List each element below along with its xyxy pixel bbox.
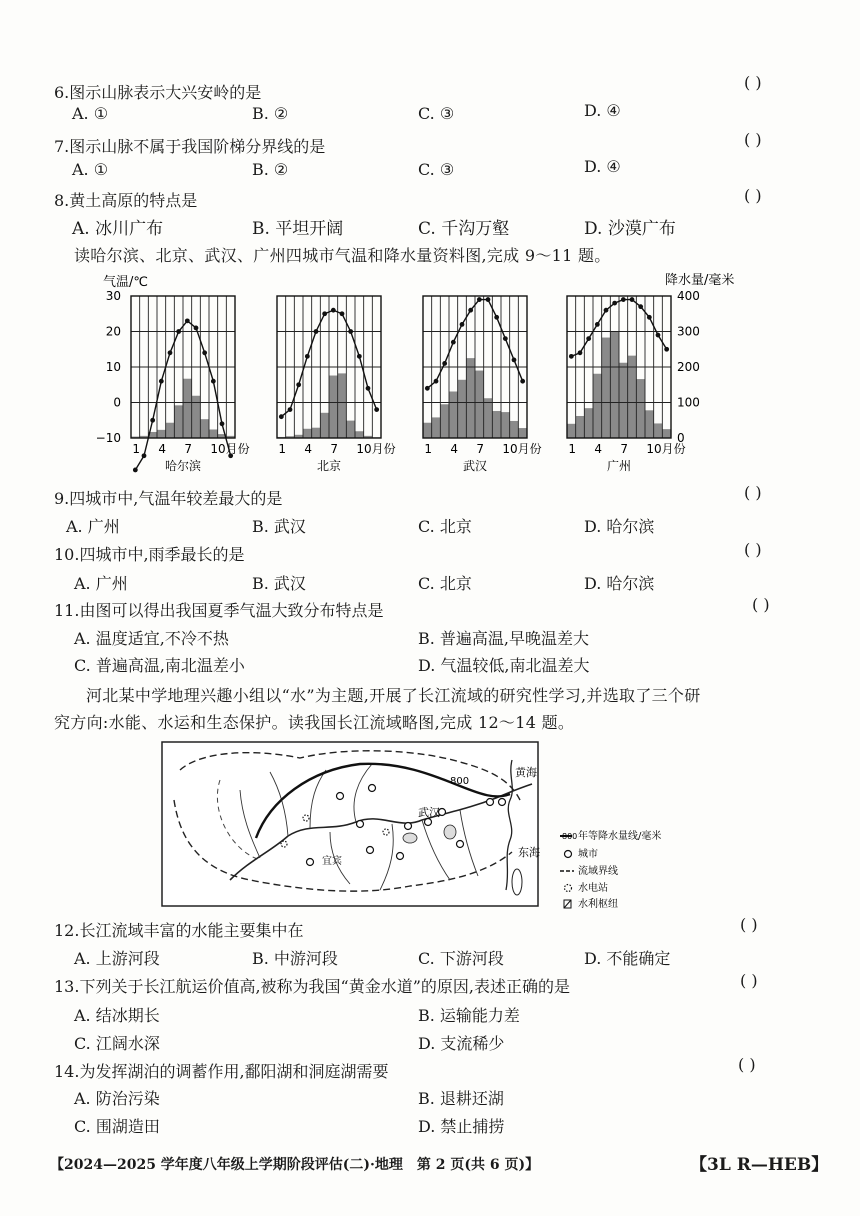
- temp-point: [150, 418, 155, 423]
- option-13b[interactable]: B. 运输能力差: [418, 1006, 520, 1025]
- page-footer: 【2024—2025 学年度八年级上学期阶段评估(二)·地理 第 2 页(共 6 页)】: [50, 1157, 540, 1173]
- climate-charts: [95, 266, 735, 476]
- option-10b[interactable]: B. 武汉: [252, 574, 306, 593]
- temp-point: [159, 379, 164, 384]
- temp-point: [331, 308, 336, 313]
- answer-paren-12[interactable]: ( ): [740, 915, 758, 934]
- answer-paren-7[interactable]: ( ): [744, 130, 762, 149]
- svg-text:水利枢纽: 水利枢纽: [578, 899, 618, 910]
- option-7d[interactable]: D. ④: [584, 157, 621, 176]
- precip-bar: [475, 371, 484, 438]
- map-legend: [560, 829, 661, 910]
- question-6: 6.图示山脉表示大兴安岭的是: [54, 83, 262, 102]
- precip-bar: [346, 421, 355, 438]
- temp-point: [374, 407, 379, 412]
- precip-bar: [636, 379, 645, 438]
- temp-point: [425, 386, 430, 391]
- month-label: 1: [568, 442, 576, 456]
- precip-bar: [645, 410, 654, 438]
- temp-point: [322, 311, 327, 316]
- question-7: 7.图示山脉不属于我国阶梯分界线的是: [54, 137, 326, 156]
- option-13c[interactable]: C. 江阔水深: [74, 1034, 160, 1053]
- month-label: 1: [424, 442, 432, 456]
- option-9a[interactable]: A. 广州: [66, 517, 120, 536]
- temp-point: [664, 347, 669, 352]
- precip-bar: [610, 332, 619, 439]
- precip-bar: [166, 423, 175, 438]
- month-label: 7: [476, 442, 484, 456]
- label-yibin: 宜宾: [322, 856, 342, 867]
- precip-bar: [183, 379, 192, 438]
- option-10c[interactable]: C. 北京: [418, 574, 472, 593]
- temp-point: [512, 358, 517, 363]
- city-circle-icon: [565, 851, 572, 858]
- svg-text:城市: 城市: [578, 849, 598, 860]
- city-name: 广州: [606, 459, 632, 473]
- precip-bar: [466, 358, 475, 438]
- temp-point: [142, 453, 147, 458]
- option-10d[interactable]: D. 哈尔滨: [584, 574, 655, 593]
- temp-point: [434, 379, 439, 384]
- precip-bar: [312, 428, 321, 438]
- dongting-lake: [403, 833, 417, 843]
- month-label: 4: [450, 442, 458, 456]
- temp-point: [211, 379, 216, 384]
- precip-bar: [602, 338, 611, 438]
- temp-point: [279, 414, 284, 419]
- temp-point: [288, 407, 293, 412]
- option-7b[interactable]: B. ②: [252, 160, 289, 179]
- temp-point: [168, 350, 173, 355]
- temp-point: [520, 379, 525, 384]
- temp-point: [185, 318, 190, 323]
- temp-point: [578, 350, 583, 355]
- option-8c[interactable]: C. 千沟万壑: [418, 219, 510, 239]
- precip-bar: [329, 376, 338, 438]
- answer-paren-13[interactable]: ( ): [740, 971, 758, 990]
- intro-charts: 读哈尔滨、北京、武汉、广州四城市气温和降水量资料图,完成 9～11 题。: [74, 246, 611, 265]
- temp-point: [451, 340, 456, 345]
- precip-bar: [440, 404, 449, 438]
- temp-point: [595, 322, 600, 327]
- climate-panel-1: [277, 296, 396, 473]
- climate-panel-0: [131, 296, 250, 473]
- temp-tick-label: 10: [105, 360, 121, 374]
- month-label: 7: [330, 442, 338, 456]
- temp-tick-label: 20: [105, 324, 121, 339]
- answer-paren-11[interactable]: ( ): [752, 595, 770, 614]
- option-8a[interactable]: A. 冰川广布: [72, 219, 164, 239]
- temp-point: [604, 308, 609, 313]
- option-9c[interactable]: C. 北京: [418, 517, 472, 536]
- month-label: 4: [158, 442, 166, 456]
- precip-tick-label: 0: [677, 431, 685, 445]
- svg-text:800: 800: [562, 832, 578, 841]
- temp-point: [305, 354, 310, 359]
- option-12d[interactable]: D. 不能确定: [584, 949, 671, 968]
- option-6a[interactable]: A. ①: [72, 104, 109, 123]
- city-name: 武汉: [462, 459, 488, 473]
- temp-axis-label: 气温/℃: [103, 275, 148, 290]
- precip-bar: [501, 412, 510, 438]
- precip-bar: [355, 431, 364, 438]
- temp-point: [340, 311, 345, 316]
- temp-point: [630, 297, 635, 302]
- precip-bar: [449, 391, 458, 438]
- option-14c[interactable]: C. 围湖造田: [74, 1117, 160, 1136]
- precip-bar: [209, 429, 218, 438]
- temp-point: [348, 329, 353, 334]
- month-label: 7: [184, 442, 192, 456]
- option-8b[interactable]: B. 平坦开阔: [252, 219, 344, 239]
- paper-code: 【3L R—HEB】: [690, 1155, 829, 1175]
- option-6c[interactable]: C. ③: [418, 104, 455, 123]
- precip-bar: [303, 429, 312, 438]
- temp-point: [220, 421, 225, 426]
- question-10: 10.四城市中,雨季最长的是: [54, 545, 245, 564]
- precip-tick-label: 100: [677, 395, 700, 410]
- precip-bar: [576, 416, 585, 438]
- precip-bar: [518, 428, 527, 438]
- answer-paren-14[interactable]: ( ): [738, 1055, 756, 1074]
- svg-text:流域界线: 流域界线: [578, 866, 618, 877]
- svg-text:年等降水量线/毫米: 年等降水量线/毫米: [578, 831, 662, 842]
- month-label: 10月份: [210, 442, 250, 456]
- precip-bar: [484, 398, 493, 438]
- month-label: 10月份: [356, 442, 396, 456]
- month-label: 1: [278, 442, 286, 456]
- label-donghai: 东海: [518, 846, 540, 859]
- month-label: 7: [620, 442, 628, 456]
- temp-point: [586, 336, 591, 341]
- temp-tick-label: 0: [113, 395, 121, 410]
- precip-bar: [492, 411, 501, 438]
- question-14: 14.为发挥湖泊的调蓄作用,鄱阳湖和洞庭湖需要: [54, 1062, 389, 1081]
- option-9b[interactable]: B. 武汉: [252, 517, 306, 536]
- question-11: 11.由图可以得出我国夏季气温大致分布特点是: [54, 601, 384, 620]
- option-6b[interactable]: B. ②: [252, 104, 289, 123]
- temp-tick-label: −10: [95, 431, 121, 445]
- intro-map-line2: 究方向:水能、水运和生态保护。读我国长江流域略图,完成 12～14 题。: [54, 713, 575, 732]
- city-name: 北京: [316, 459, 342, 473]
- question-12: 12.长江流域丰富的水能主要集中在: [54, 921, 304, 940]
- intro-map-line1: 河北某中学地理兴趣小组以“水”为主题,开展了长江流域的研究性学习,并选取了三个研: [86, 686, 701, 705]
- precip-bar: [654, 423, 663, 438]
- precip-bar: [510, 421, 519, 438]
- answer-paren-10[interactable]: ( ): [744, 540, 762, 559]
- temp-point: [494, 315, 499, 320]
- option-11d[interactable]: D. 气温较低,南北温差大: [418, 656, 590, 675]
- option-11b[interactable]: B. 普遍高温,早晚温差大: [418, 629, 590, 648]
- temp-point: [468, 308, 473, 313]
- temp-point: [366, 386, 371, 391]
- isohyet-800-label: 800: [450, 776, 470, 787]
- answer-paren-9[interactable]: ( ): [744, 483, 762, 502]
- option-6d[interactable]: D. ④: [584, 101, 621, 120]
- temp-point: [612, 301, 617, 306]
- climate-panel-2: [423, 296, 542, 473]
- precip-bar: [432, 417, 441, 438]
- temp-point: [194, 326, 199, 331]
- poyang-lake: [444, 825, 456, 839]
- temp-point: [486, 297, 491, 302]
- temp-point: [621, 297, 626, 302]
- option-12c[interactable]: C. 下游河段: [418, 949, 504, 968]
- temp-point: [202, 350, 207, 355]
- option-14a[interactable]: A. 防治污染: [74, 1089, 160, 1108]
- precip-axis-label: 降水量/毫米: [665, 273, 735, 288]
- precip-bar: [567, 424, 576, 438]
- temp-point: [477, 297, 482, 302]
- temp-tick-label: 30: [105, 289, 121, 303]
- option-8d[interactable]: D. 沙漠广布: [584, 219, 676, 239]
- month-label: 1: [132, 442, 140, 456]
- option-14b[interactable]: B. 退耕还湖: [418, 1089, 504, 1108]
- month-label: 4: [594, 442, 602, 456]
- option-7c[interactable]: C. ③: [418, 160, 455, 179]
- option-9d[interactable]: D. 哈尔滨: [584, 517, 655, 536]
- temp-point: [638, 304, 643, 309]
- label-huanghai: 黄海: [515, 766, 537, 779]
- option-12b[interactable]: B. 中游河段: [252, 949, 338, 968]
- city-name: 哈尔滨: [164, 459, 202, 473]
- option-13d[interactable]: D. 支流稀少: [418, 1034, 505, 1053]
- answer-paren-6[interactable]: ( ): [744, 73, 762, 92]
- precip-bar: [458, 380, 467, 438]
- month-label: 10月份: [646, 442, 686, 456]
- temp-point: [503, 336, 508, 341]
- precip-bar: [662, 429, 671, 438]
- temp-point: [176, 329, 181, 334]
- precip-bar: [338, 373, 347, 438]
- month-label: 4: [304, 442, 312, 456]
- option-11c[interactable]: C. 普遍高温,南北温差小: [74, 656, 245, 675]
- precip-bar: [423, 423, 432, 438]
- precip-bar: [200, 419, 209, 438]
- temp-point: [656, 333, 661, 338]
- precip-bar: [174, 405, 183, 438]
- precip-tick-label: 200: [677, 360, 700, 374]
- month-label: 10月份: [502, 442, 542, 456]
- precip-bar: [628, 356, 637, 438]
- option-10a[interactable]: A. 广州: [74, 574, 128, 593]
- yangtze-basin-map: [160, 740, 720, 910]
- option-14d[interactable]: D. 禁止捕捞: [418, 1117, 505, 1136]
- svg-text:水电站: 水电站: [578, 883, 608, 894]
- label-wuhan: 武汉: [418, 806, 440, 819]
- precip-bar: [320, 413, 329, 438]
- precip-tick-label: 300: [677, 324, 700, 339]
- temp-point: [569, 354, 574, 359]
- precip-tick-label: 400: [677, 289, 700, 303]
- option-7a[interactable]: A. ①: [72, 160, 109, 179]
- hydropower-icon: [565, 885, 572, 892]
- precip-bar: [157, 430, 166, 438]
- precip-bar: [619, 363, 628, 438]
- option-11a[interactable]: A. 温度适宜,不冷不热: [74, 629, 229, 648]
- question-9: 9.四城市中,气温年较差最大的是: [54, 489, 283, 508]
- temp-point: [133, 468, 138, 473]
- temp-point: [647, 315, 652, 320]
- precip-bar: [584, 408, 593, 438]
- temp-point: [357, 354, 362, 359]
- question-8: 8.黄土高原的特点是: [54, 191, 198, 210]
- temp-point: [296, 382, 301, 387]
- temp-point: [460, 322, 465, 327]
- climate-panel-3: [567, 296, 686, 473]
- temp-point: [314, 329, 319, 334]
- option-12a[interactable]: A. 上游河段: [74, 949, 160, 968]
- precip-bar: [593, 374, 602, 438]
- question-13: 13.下列关于长江航运价值高,被称为我国“黄金水道”的原因,表述正确的是: [54, 977, 570, 996]
- temp-point: [442, 361, 447, 366]
- answer-paren-8[interactable]: ( ): [744, 186, 762, 205]
- option-13a[interactable]: A. 结冰期长: [74, 1006, 160, 1025]
